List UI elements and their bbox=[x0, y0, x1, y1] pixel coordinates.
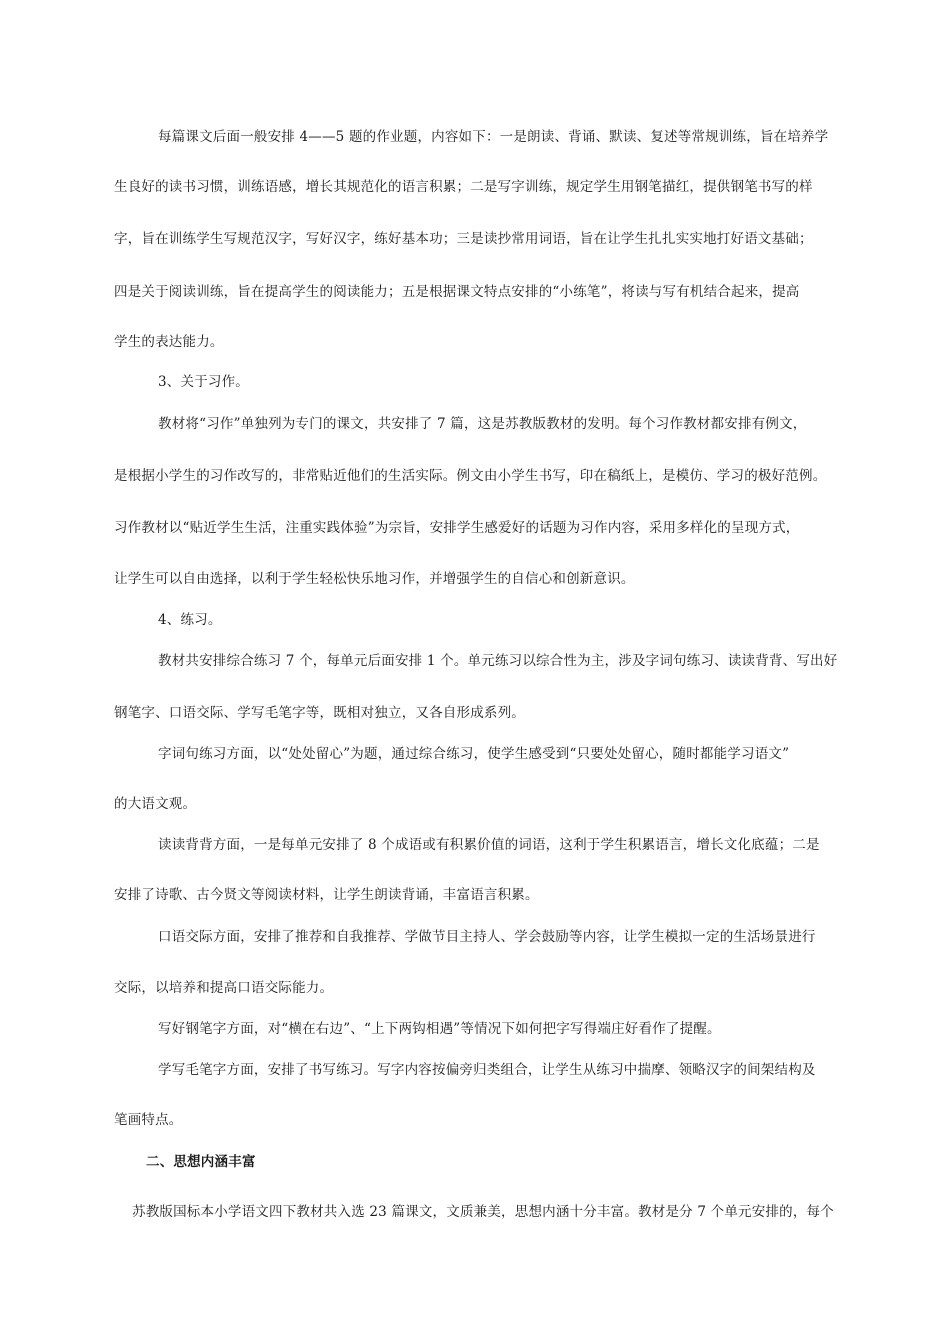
paragraph-line: 让学生可以自由选择，以利于学生轻松快乐地习作，并增强学生的自信心和创新意识。 bbox=[114, 571, 635, 587]
paragraph-line: 安排了诗歌、古今贤文等阅读材料，让学生朗读背诵，丰富语言积累。 bbox=[114, 887, 539, 903]
paragraph-line: 生良好的读书习惯，训练语感，增长其规范化的语言积累；二是写字训练，规定学生用钢笔描红，提供钢笔书写的样 bbox=[114, 179, 813, 195]
paragraph-line: 钢笔字、口语交际、学写毛笔字等，既相对独立，又各自形成系列。 bbox=[114, 705, 525, 721]
section-heading-4: 4、练习。 bbox=[158, 612, 222, 628]
paragraph-line: 的大语文观。 bbox=[114, 796, 197, 812]
paragraph-line: 笔画特点。 bbox=[114, 1112, 183, 1128]
paragraph-line: 苏教版国标本小学语文四下教材共入选 23 篇课文，文质兼美，思想内涵十分丰富。教材是分 7 个单元安排的，每个 bbox=[132, 1204, 834, 1220]
paragraph-line: 每篇课文后面一般安排 4——5 题的作业题，内容如下：一是朗读、背诵、默读、复述等常规训练，旨在培养学 bbox=[158, 129, 829, 145]
paragraph-line: 字，旨在训练学生写规范汉字，写好汉字，练好基本功；三是读抄常用词语，旨在让学生扎扎实实地打好语文基础； bbox=[114, 231, 813, 247]
paragraph-line: 是根据小学生的习作改写的，非常贴近他们的生活实际。例文由小学生书写，印在稿纸上，是模仿、学习的极好范例。 bbox=[114, 468, 827, 484]
paragraph-line: 字词句练习方面，以“处处留心”为题，通过综合练习，使学生感受到“只要处处留心，随时都能学习语文” bbox=[158, 746, 790, 762]
section-title: 二、思想内涵丰富 bbox=[146, 1154, 256, 1170]
section-heading-3: 3、关于习作。 bbox=[158, 374, 249, 390]
paragraph-line: 教材共安排综合练习 7 个，每单元后面安排 1 个。单元练习以综合性为主，涉及字词句练习、读读背背、写出好 bbox=[158, 653, 838, 669]
paragraph-line: 交际，以培养和提高口语交际能力。 bbox=[114, 980, 334, 996]
paragraph-line: 口语交际方面，安排了推荐和自我推荐、学做节目主持人、学会鼓励等内容，让学生模拟一定的生活场景进行 bbox=[158, 929, 816, 945]
paragraph-line: 写好钢笔字方面，对“横在右边”、“上下两钩相遇”等情况下如何把字写得端庄好看作了提醒。 bbox=[158, 1021, 721, 1037]
paragraph-line: 教材将“习作”单独列为专门的课文，共安排了 7 篇，这是苏教版教材的发明。每个习作教材都安排有例文， bbox=[158, 416, 807, 432]
paragraph-line: 四是关于阅读训练，旨在提高学生的阅读能力；五是根据课文特点安排的“小练笔”，将读与写有机结合起来，提高 bbox=[114, 284, 800, 300]
paragraph-line: 学写毛笔字方面，安排了书写练习。写字内容按偏旁归类组合，让学生从练习中揣摩、领略汉字的间架结构及 bbox=[158, 1062, 816, 1078]
paragraph-line: 学生的表达能力。 bbox=[114, 334, 224, 350]
paragraph-line: 习作教材以“贴近学生生活，注重实践体验”为宗旨，安排学生感爱好的话题为习作内容，采用多样化的呈现方式， bbox=[114, 520, 800, 536]
paragraph-line: 读读背背方面，一是每单元安排了 8 个成语或有积累价值的词语，这利于学生积累语言，增长文化底蕴；二是 bbox=[158, 837, 820, 853]
